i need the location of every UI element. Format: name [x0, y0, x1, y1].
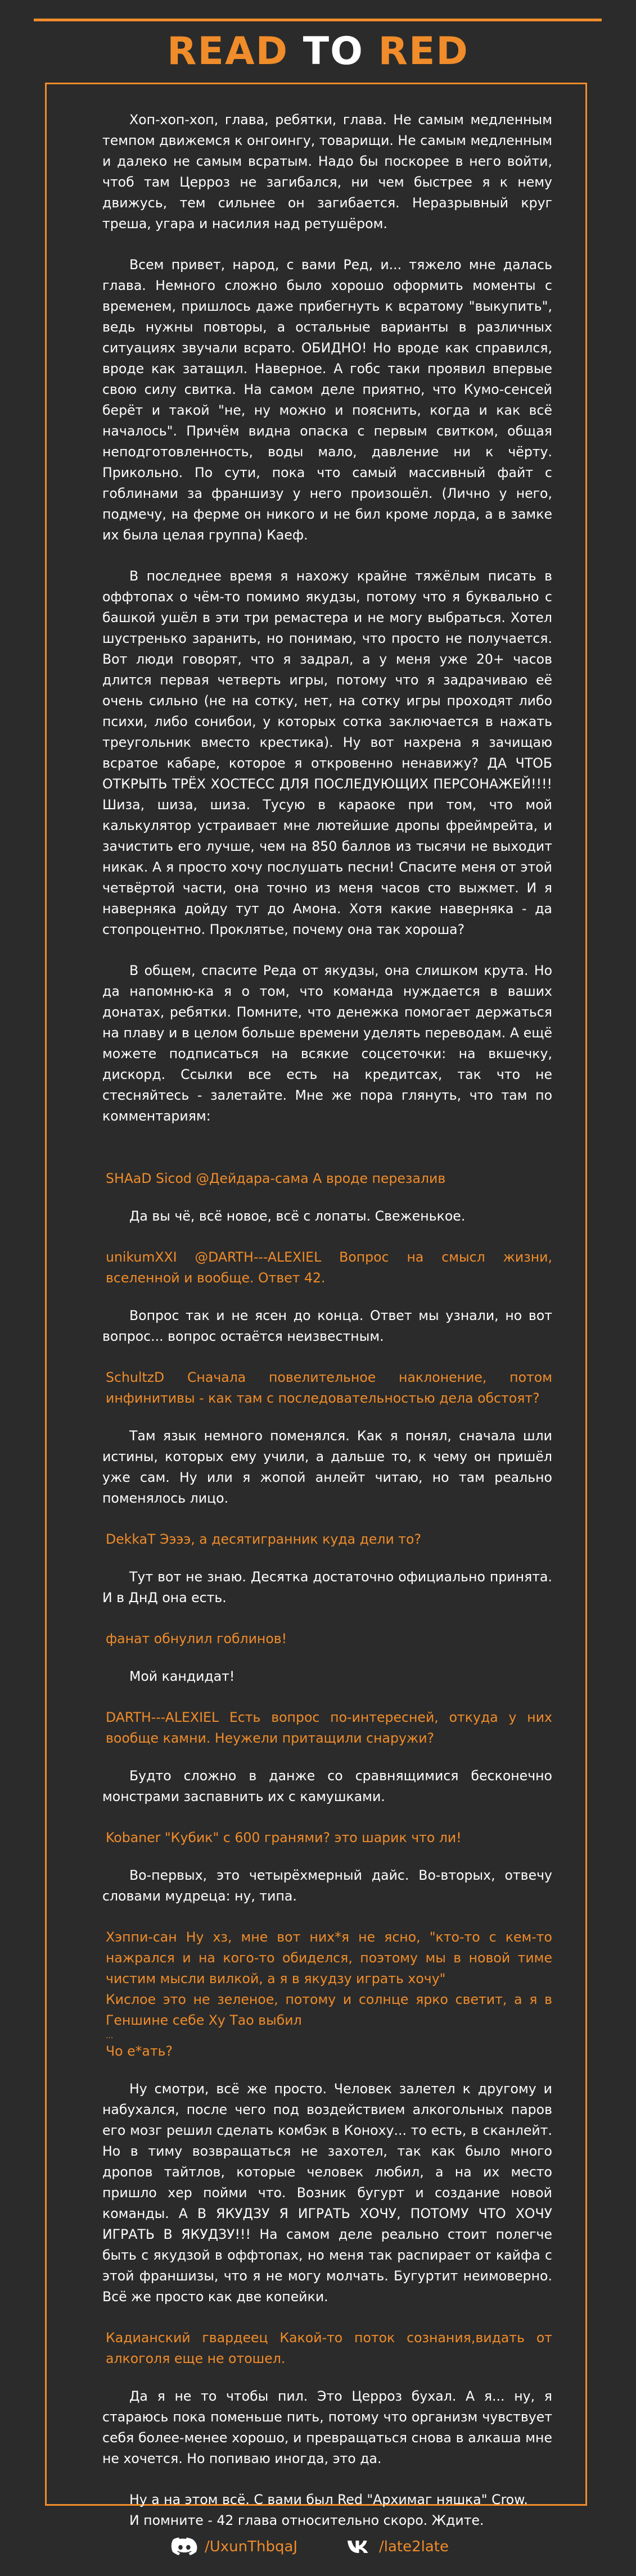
offtop-paragraph: В последнее время я нахожу крайне тяжёлым писать в оффтопах о чём-то помимо якудзы, потому что я буквально с башкой ушёл в эти три ремастера и не могу выбраться. Хотел шустренько заранить, но понимаю, что просто не получается. Вот люди говорят, что я задрал, а у меня уже 20+ часов длится первая четверть игры, потому что я задрачиваю её очень сильно (не на сотку, нет, на сотку игры проходят либо психи, либо сонибои, у которых сотка заключается в нажать треугольник вместо крестика). Ну вот нахрена я зачищаю всратое кабаре, которое я откровенно ненавижу? ДА ЧТОБ ОТКРЫТЬ ТРЁХ ХОСТЕСС ДЛЯ ПОСЛЕДУЮЩИХ ПЕРСОНАЖЕЙ!!!! Шиза, шиза, шиза. Тусую в караоке при том, что мой калькулятор устраивает мне лютейшие дропы фреймрейта, и зачистить его лучше, чем на 850 баллов из тысячи не выходит никак. А я просто хочу послушать песни! Спасите меня от этой четвёртой части, она точно из меня часов сто выжмет. И я наверняка дойду тут до Амона. Хотя какие наверняка - да стопроцентно. Проклятье, почему она так хороша? — [102, 568, 552, 937]
comment-question: Хэппи-сан Ну хз, мне вот них*я не ясно, "кто-то с кем-то нажрался и на кого-то обиделся, поэтому мы в новой тиме чистим мысли вилкой, а я в якудзу играть хочу" — [106, 1929, 552, 1987]
discord-link[interactable] — [172, 2536, 297, 2558]
discord-icon — [172, 2537, 197, 2556]
article-body — [102, 110, 552, 2531]
logo-word-red: RED — [378, 29, 469, 74]
comment-answer: Там язык немного поменялся. Как я понял, сначала шли истины, которых ему учили, а дальше то, к чему он пришёл уже сам. Ну или я жопой анлейт читаю, но там реально поменялось лицо. — [102, 1428, 552, 1506]
top-divider — [34, 19, 602, 21]
closing-note: И помните - 42 глава относительно скоро. Ждите. — [129, 2512, 484, 2528]
comment-question: SHAaD Sicod @Дейдара-сама А вроде перезалив — [106, 1171, 446, 1186]
intro-paragraph: Хоп-хоп-хоп, глава, ребятки, глава. Не самым медленным темпом движемся к онгоингу, товарищи. Не самым медленным и далеко не самым всратым. Надо бы поскорее в него войти, чтоб там Церроз не загибался, ни чем быстрее я к нему движусь, тем сильнее он загибается. Неразрывный круг треша, угара и насилия над ретушёром. — [102, 112, 552, 232]
comment-answer: Мой кандидат! — [129, 1668, 235, 1684]
vk-link-text: /late2late — [379, 2538, 449, 2555]
comment-question: SchultzD Сначала повелительное наклонение, потом инфинитивы - как там с последовательностью дела обстоят? — [106, 1369, 552, 1406]
comment-question: DekkaT Ээээ, а десятигранник куда дели то? — [106, 1531, 422, 1547]
comment-answer: Тут вот не знаю. Десятка достаточно официально принята. И в ДнД она есть. — [102, 1569, 552, 1606]
content-frame — [45, 83, 587, 2528]
chapter-paragraph: Всем привет, народ, с вами Ред, и... тяжело мне далась глава. Немного сложно было хорошо оформить моменты с временем, пришлось даже прибегнуть к всратому "выкупить", ведь нужны повторы, а остальные варианты в различных ситуациях звучали всрато. ОБИДНО! Но вроде как справился, вроде как затащил. Наверное. А гобс таки проявил впервые свою силу свитка. На самом деле приятно, что Кумо-сенсей берёт и такой "не, ну можно и пояснить, когда и как всё началось". Причём видна опаска с первым свитком, общая неподготовленность, воды мало, давление ни к чёрту. Прикольно. По сути, пока что самый массивный файт с гоблинами за франшизу у него произошёл. (Лично у него, подмечу, на ферме он никого и не бил кроме лорда, а в замке их была целая группа) Каеф. — [102, 257, 552, 543]
vk-icon — [346, 2537, 371, 2556]
vk-link[interactable] — [346, 2536, 449, 2558]
comment-question: Чо е*ать? — [106, 2043, 173, 2059]
comment-question: Kobaner "Кубик" с 600 гранями? это шарик что ли! — [106, 1830, 462, 1845]
comment-question: фанат обнулил гоблинов! — [106, 1631, 287, 1647]
logo-word-read: READ — [167, 29, 289, 74]
comment-question: unikumXXI @DARTH---ALEXIEL Вопрос на смысл жизни, вселенной и вообще. Ответ 42. — [106, 1249, 552, 1286]
comment-ellipsis: ... — [106, 2031, 114, 2040]
closing-signature: Ну а на этом всё. С вами был Red "Архимаг няшка" Crow. — [129, 2492, 528, 2507]
comment-answer: Будто сложно в данже со сравнящимися бесконечно монстрами заспавнить их с камушками. — [102, 1768, 552, 1804]
logo-word-to: TO — [303, 29, 364, 74]
donate-paragraph: В общем, спасите Реда от якудзы, она слишком крута. Но да напомню-ка я о том, что команда нуждается в ваших донатах, ребятки. Помните, что денежка помогает держаться на плаву и в целом больше времени уделять переводам. А ещё можете подписаться на всякие соцсеточки: на вкшечку, дискорд. Ссылки все есть на кредитсах, так что не стесняйтесь - залетайте. Мне же пора глянуть, что там по комментариям: — [102, 963, 552, 1124]
spacer — [102, 1147, 552, 1168]
comment-question: DARTH---ALEXIEL Есть вопрос по-интересней, откуда у них вообще камни. Неужели притащили снаружи? — [106, 1709, 552, 1746]
comment-question: Кадианский гвардеец Какой-то поток сознания,видать от алкоголя еще не отошел. — [106, 2330, 552, 2366]
comment-answer: Ну смотри, всё же просто. Человек залетел к другому и набухался, после чего под воздействием алкогольных паров его мозг решил сделать комбэк в Коноху... то есть, в сканлейт. Но в тиму возвращаться не захотел, так как было много дропов тайтлов, которые человек любил, а на их место пришло хер пойми что. Возник бугурт и создание новой команды. А В ЯКУДЗУ Я ИГРАТЬ ХОЧУ, ПОТОМУ ЧТО ХОЧУ ИГРАТЬ В ЯКУДЗУ!!! На самом деле реально стоит полегче быть с якудзой в оффтопах, но меня так распирает от кайфа с этой франшизы, что я не могу молчать. Бугуртит неимоверно. Всё же просто как две копейки. — [102, 2081, 552, 2305]
discord-link-text: /UxunThbqaJ — [205, 2538, 298, 2555]
site-logo — [0, 29, 636, 74]
footer — [0, 2536, 636, 2558]
comment-question: Кислое это не зеленое, потому и солнце ярко светит, а я в Геншине себе Ху Тао выбил — [106, 1992, 552, 2028]
comment-answer: Да вы чё, всё новое, всё с лопаты. Свеженькое. — [129, 1208, 466, 1224]
comment-answer: Во-первых, это четырёхмерный дайс. Во-вторых, отвечу словами мудреца: ну, типа. — [102, 1867, 552, 1904]
comment-answer: Вопрос так и не ясен до конца. Ответ мы узнали, но вот вопрос... вопрос остаётся неизвестным. — [102, 1308, 552, 1344]
comment-answer: Да я не то чтобы пил. Это Церроз бухал. А я... ну, я стараюсь пока поменьше пить, потому что организм чувствует себя более-менее хорошо, и превращаться снова в алкаша мне не хочется. Но попиваю иногда, это да. — [102, 2388, 552, 2466]
